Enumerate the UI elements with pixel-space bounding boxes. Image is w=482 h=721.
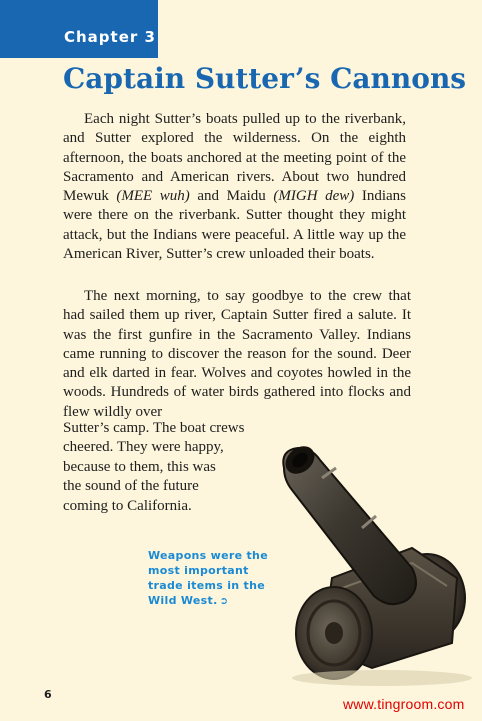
page-title: Captain Sutter’s Cannons [63,62,467,95]
paragraph-1-part-2: and Maidu [189,188,274,205]
paragraph-2-line-2: cheered. They were happy, [63,439,224,456]
paragraph-2-line-5: coming to California. [63,497,192,514]
body-paragraph-1 [63,110,406,264]
image-caption [148,548,278,609]
chapter-tab [0,0,158,58]
page-number: 6 [44,688,52,701]
paragraph-2-full-width: The next morning, to say goodbye to the crew that had sailed them up river, Captain Sutter fired a salute. It was the first gunfire in the Sacramento Valley. Indians came running to discover the reason for the sound. Deer and elk darted in fear. Wolves and coyotes howled in the woods. Hundreds of water birds gathered into flocks and flew wildly over [63,288,411,420]
watermark: www.tingroom.com [343,696,465,712]
pronunciation-mewuk: (MEE wuh) [116,188,190,205]
body-paragraph-2 [63,287,411,422]
arrow-right-circle-icon: ➲ [219,596,229,607]
cannon-image [262,428,474,688]
paragraph-2-line-4: the sound of the future [63,478,199,495]
pronunciation-maidu: (MIGH dew) [273,188,355,205]
chapter-label: Chapter 3 [64,28,156,46]
paragraph-1-part-1: Each night Sutter’s boats pulled up to the riverbank, and Sutter explored the wilderness. On the eighth afternoon, the boats anchored at the meeting point of the Sacramento and American rivers. About two hundred Mewuk [63,111,406,205]
paragraph-2-line-3: because to them, this was [63,458,216,475]
caption-text: Weapons were the most important trade items in the Wild West. [148,549,268,607]
paragraph-2-line-1: Sutter’s camp. The boat crews [63,420,245,436]
body-paragraph-2-continuation [63,419,263,516]
paragraph-1-part-3: Indians were there on the riverbank. Sutter thought they might attack, but the Indians were peaceful. A little way up the American River, Sutter’s crew unloaded their boats. [63,188,406,263]
